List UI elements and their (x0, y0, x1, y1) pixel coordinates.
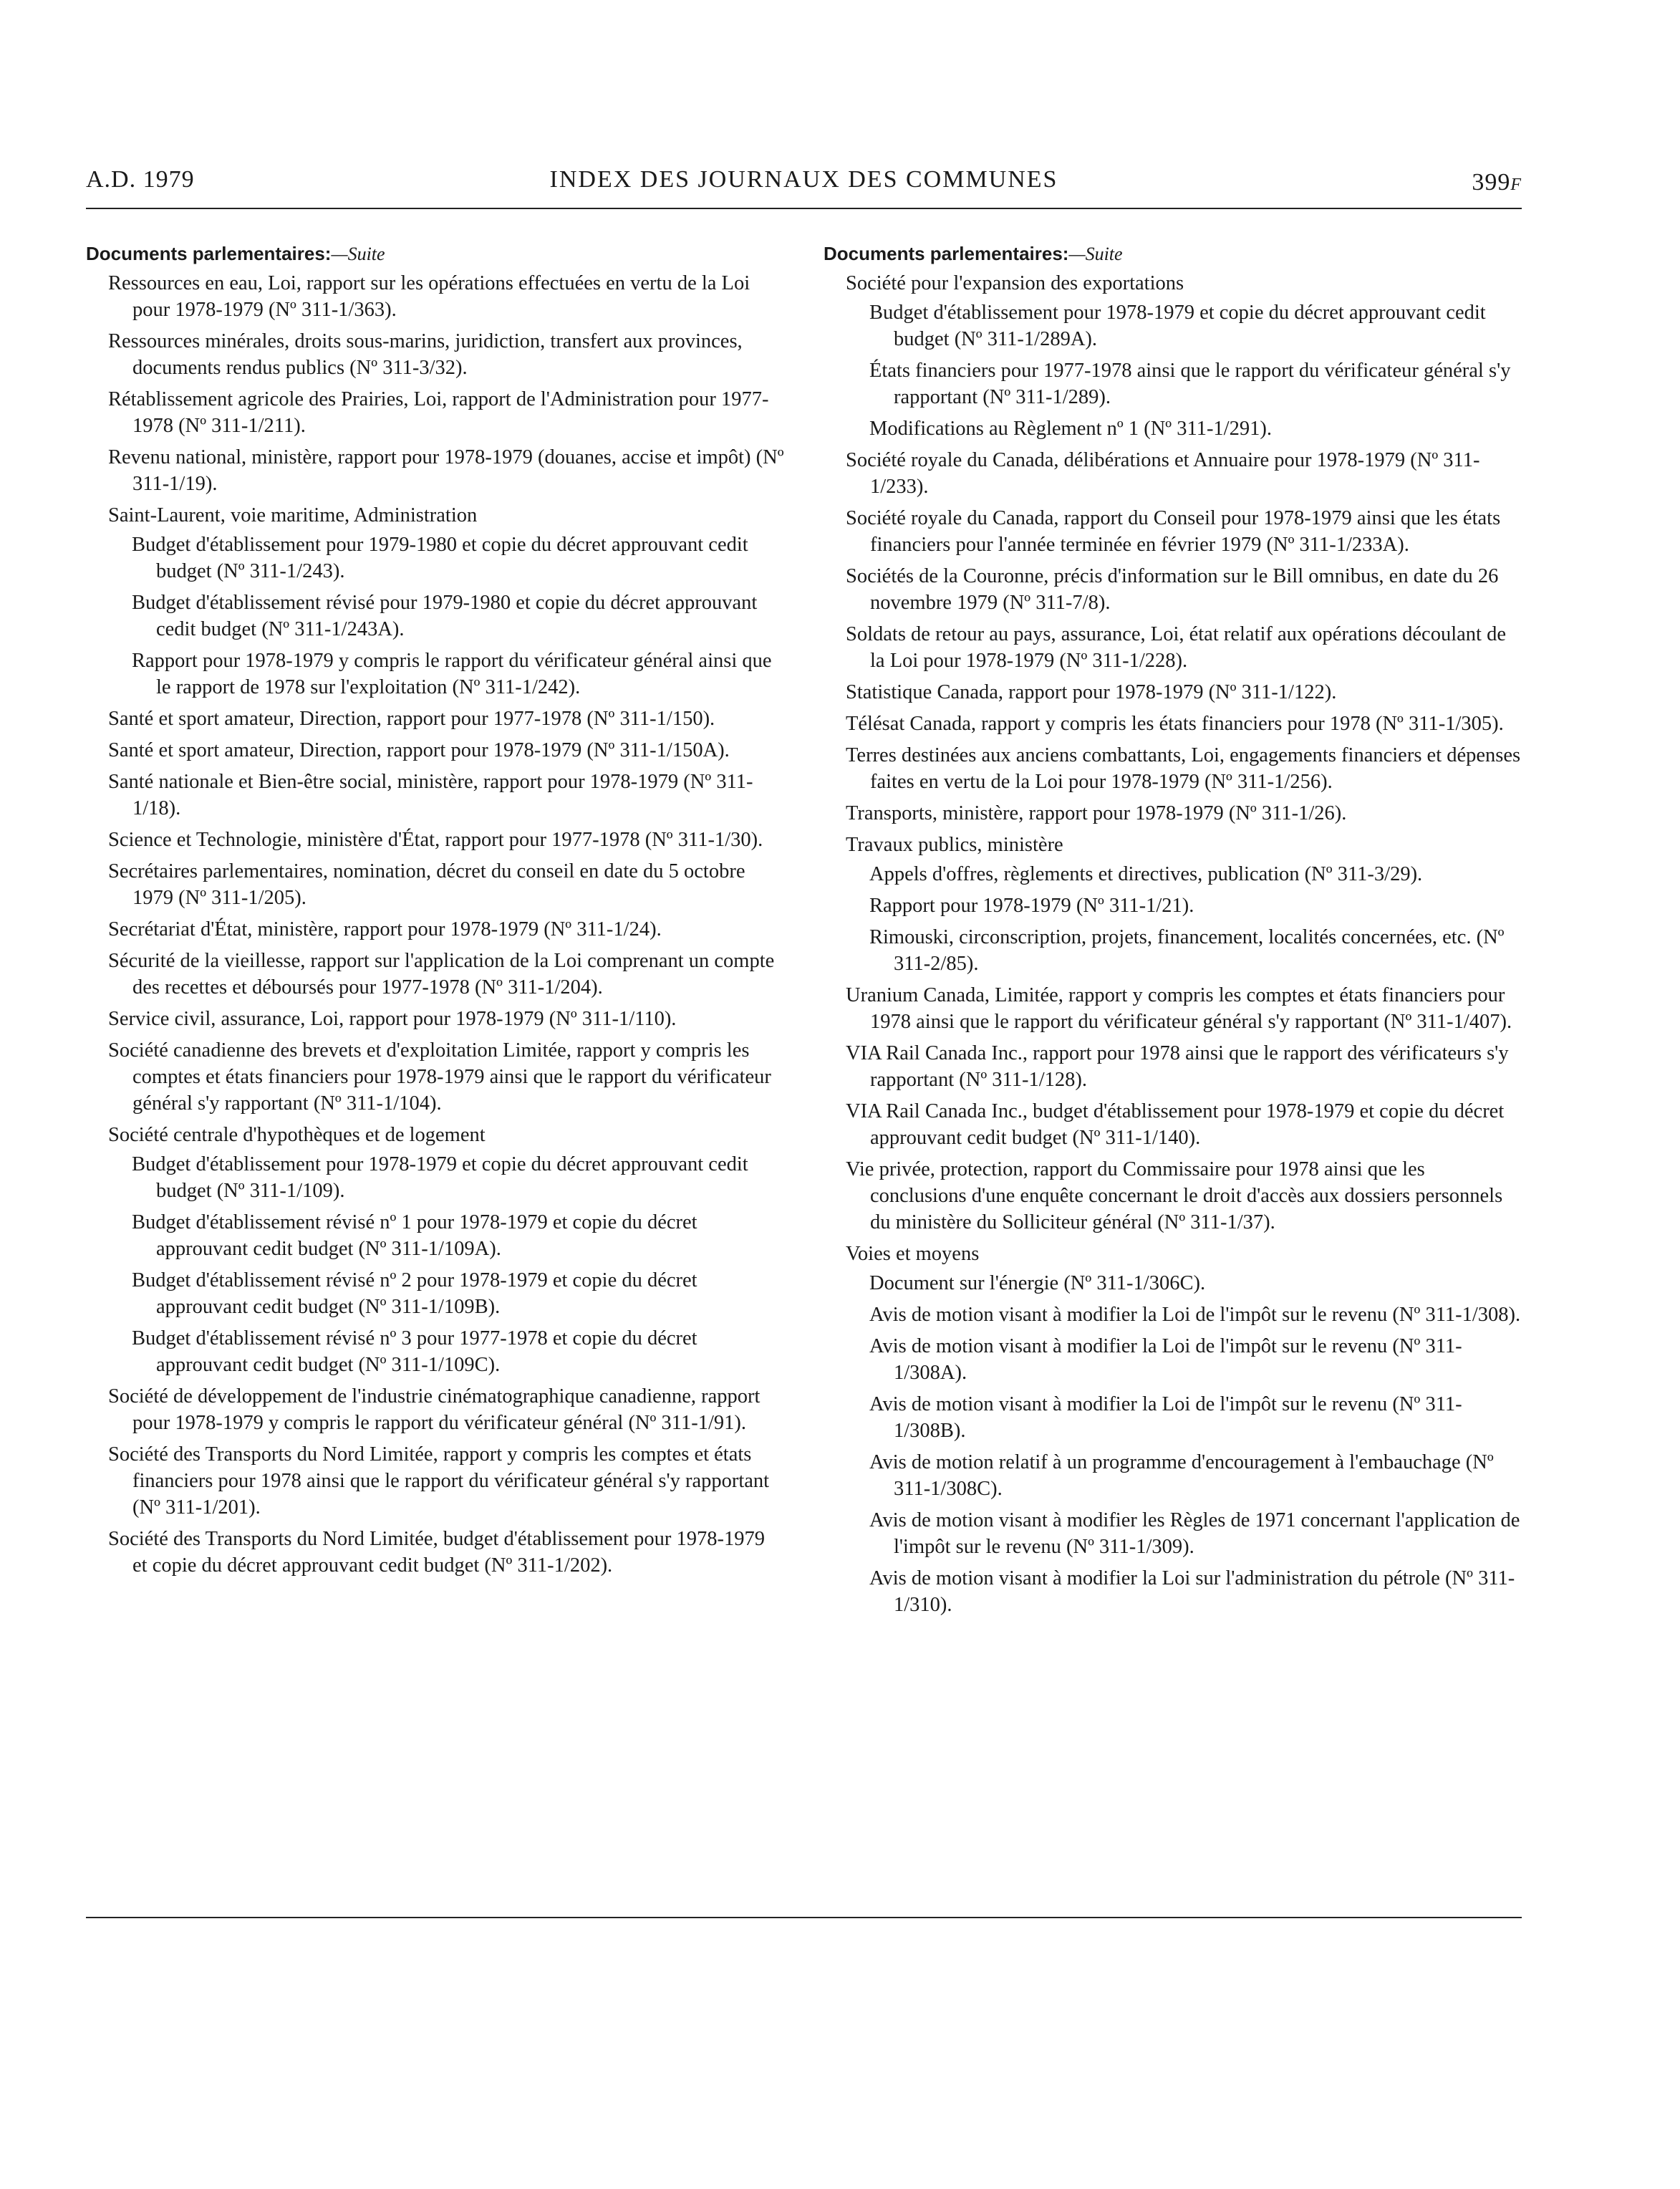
index-entry: Santé et sport amateur, Direction, rapport pour 1977-1978 (Nº 311-1/150). (108, 708, 715, 730)
index-group-heading: Voies et moyens (846, 1243, 980, 1265)
index-entry: Secrétaires parlementaires, nomination, décret du conseil en date du 5 octobre 1979 (Nº 311-1/205). (108, 860, 745, 909)
index-entry: Société canadienne des brevets et d'exploitation Limitée, rapport y compris les comptes et états financiers pour 1978-1979 ainsi que le rapport du vérificateur général s'y rapportant (Nº 311-1/104). (108, 1039, 771, 1115)
index-entry: Santé nationale et Bien-être social, ministère, rapport pour 1978-1979 (Nº 311-1/18). (108, 771, 753, 819)
index-entry: Télésat Canada, rapport y compris les états financiers pour 1978 (Nº 311-1/305). (846, 713, 1504, 735)
left-column (86, 241, 784, 1584)
index-group-heading: Saint-Laurent, voie maritime, Administration (108, 504, 478, 526)
index-subentry: Appels d'offres, règlements et directives, publication (Nº 311-3/29). (869, 863, 1423, 885)
page-header (86, 166, 1522, 208)
left-column-heading (86, 241, 784, 267)
index-entry: Uranium Canada, Limitée, rapport y compris les comptes et états financiers pour 1978 ainsi que le rapport du vérificateur général s'y rapportant (Nº 311-1/407). (846, 984, 1512, 1033)
index-entry: Sécurité de la vieillesse, rapport sur l'application de la Loi comprenant un compte des recettes et déboursés pour 1977-1978 (Nº 311-1/204). (108, 950, 775, 999)
index-subentry: Budget d'établissement pour 1978-1979 et copie du décret approuvant cedit budget (Nº 311-1/289A). (869, 302, 1486, 350)
index-subentry: Avis de motion visant à modifier la Loi de l'impôt sur le revenu (Nº 311-1/308). (869, 1304, 1521, 1326)
index-subentry: États financiers pour 1977-1978 ainsi que le rapport du vérificateur général s'y rapportant (Nº 311-1/289). (869, 360, 1511, 408)
index-entry: Société royale du Canada, rapport du Conseil pour 1978-1979 ainsi que les états financiers pour l'année terminée en février 1979 (Nº 311-1/233A). (846, 507, 1501, 556)
index-subentry: Avis de motion visant à modifier la Loi sur l'administration du pétrole (Nº 311-1/310). (869, 1567, 1515, 1616)
index-subentry: Budget d'établissement révisé nº 2 pour 1978-1979 et copie du décret approuvant cedit budget (Nº 311-1/109B). (132, 1269, 697, 1318)
index-entry: Rétablissement agricole des Prairies, Loi, rapport de l'Administration pour 1977-1978 (Nº 311-1/211). (108, 388, 769, 437)
index-entry: VIA Rail Canada Inc., rapport pour 1978 ainsi que le rapport des vérificateurs s'y rapportant (Nº 311-1/128). (846, 1042, 1509, 1091)
index-entry: Société de développement de l'industrie cinématographique canadienne, rapport pour 1978-1979 y compris le rapport du vérificateur général (Nº 311-1/91). (108, 1385, 761, 1434)
index-group-heading: Société pour l'expansion des exportations (846, 272, 1184, 294)
index-entry: Statistique Canada, rapport pour 1978-1979 (Nº 311-1/122). (846, 681, 1337, 703)
index-subentry: Document sur l'énergie (Nº 311-1/306C). (869, 1272, 1206, 1294)
index-entry: Soldats de retour au pays, assurance, Loi, état relatif aux opérations découlant de la Loi pour 1978-1979 (Nº 311-1/228). (846, 623, 1506, 672)
left-heading-suffix: —Suite (331, 244, 385, 264)
index-entry: Transports, ministère, rapport pour 1978-1979 (Nº 311-1/26). (846, 802, 1347, 824)
index-entry: Secrétariat d'État, ministère, rapport pour 1978-1979 (Nº 311-1/24). (108, 918, 662, 940)
index-subentry: Avis de motion relatif à un programme d'encouragement à l'embauchage (Nº 311-1/308C). (869, 1451, 1494, 1500)
index-subentry: Budget d'établissement pour 1979-1980 et copie du décret approuvant cedit budget (Nº 311-1/243). (132, 534, 748, 582)
right-heading-suffix: —Suite (1068, 244, 1123, 264)
page-number (1472, 169, 1522, 196)
index-entry: Sociétés de la Couronne, précis d'information sur le Bill omnibus, en date du 26 novembre 1979 (Nº 311-7/8). (846, 565, 1499, 614)
header-title: INDEX DES JOURNAUX DES COMMUNES (549, 166, 1058, 193)
index-entry: Société des Transports du Nord Limitée, rapport y compris les comptes et états financiers pour 1978 ainsi que le rapport du vérificateur général s'y rapportant (Nº 311-1/201). (108, 1443, 770, 1519)
index-subentry: Budget d'établissement révisé nº 1 pour 1978-1979 et copie du décret approuvant cedit budget (Nº 311-1/109A). (132, 1211, 697, 1260)
index-subentry: Modifications au Règlement nº 1 (Nº 311-1/291). (869, 418, 1272, 440)
right-heading-text: Documents parlementaires: (824, 243, 1069, 264)
index-subentry: Avis de motion visant à modifier la Loi de l'impôt sur le revenu (Nº 311-1/308B). (869, 1393, 1462, 1442)
index-entry: Société des Transports du Nord Limitée, budget d'établissement pour 1978-1979 et copie du décret approuvant cedit budget (Nº 311-1/202). (108, 1528, 766, 1577)
index-group-heading: Travaux publics, ministère (846, 834, 1063, 856)
index-entry: Ressources minérales, droits sous-marins, juridiction, transfert aux provinces, documents rendus publics (Nº 311-3/32). (108, 330, 743, 379)
left-heading-text: Documents parlementaires: (86, 243, 332, 264)
index-entry: VIA Rail Canada Inc., budget d'établissement pour 1978-1979 et copie du décret approuvant cedit budget (Nº 311-1/140). (846, 1100, 1505, 1149)
index-entry: Terres destinées aux anciens combattants, Loi, engagements financiers et dépenses faites en vertu de la Loi pour 1978-1979 (Nº 311-1/256). (846, 744, 1521, 793)
index-entry: Vie privée, protection, rapport du Commissaire pour 1978 ainsi que les conclusions d'une enquête concernant le droit d'accès aux dossiers personnels du ministère du Solliciteur général (Nº 311-1/37). (846, 1158, 1503, 1233)
index-group-heading: Société centrale d'hypothèques et de logement (108, 1124, 486, 1146)
index-subentry: Budget d'établissement révisé nº 3 pour 1977-1978 et copie du décret approuvant cedit budget (Nº 311-1/109C). (132, 1327, 697, 1376)
index-subentry: Avis de motion visant à modifier les Règles de 1971 concernant l'application de l'impôt sur le revenu (Nº 311-1/309). (869, 1509, 1520, 1558)
index-entry: Société royale du Canada, délibérations et Annuaire pour 1978-1979 (Nº 311-1/233). (846, 449, 1480, 498)
page-number-value: 399 (1472, 169, 1511, 196)
index-subentry: Budget d'établissement révisé pour 1979-1980 et copie du décret approuvant cedit budget (Nº 311-1/243A). (132, 592, 758, 640)
index-subentry: Avis de motion visant à modifier la Loi de l'impôt sur le revenu (Nº 311-1/308A). (869, 1335, 1462, 1384)
index-entry: Revenu national, ministère, rapport pour 1978-1979 (douanes, accise et impôt) (Nº 311-1/19). (108, 446, 784, 495)
header-rule (86, 208, 1522, 209)
index-subentry: Rimouski, circonscription, projets, financement, localités concernées, etc. (Nº 311-2/85). (869, 926, 1505, 975)
index-subentry: Rapport pour 1978-1979 (Nº 311-1/21). (869, 895, 1194, 917)
footer-rule (86, 1917, 1522, 1918)
index-subentry: Budget d'établissement pour 1978-1979 et copie du décret approuvant cedit budget (Nº 311-1/109). (132, 1153, 748, 1202)
header-year: A.D. 1979 (86, 166, 195, 193)
index-entry: Service civil, assurance, Loi, rapport pour 1978-1979 (Nº 311-1/110). (108, 1008, 677, 1030)
index-entry: Science et Technologie, ministère d'État, rapport pour 1977-1978 (Nº 311-1/30). (108, 829, 763, 851)
index-subentry: Rapport pour 1978-1979 y compris le rapport du vérificateur général ainsi que le rapport de 1978 sur l'exploitation (Nº 311-1/242). (132, 650, 772, 698)
page-number-suffix: F (1510, 175, 1522, 194)
index-entry: Santé et sport amateur, Direction, rapport pour 1978-1979 (Nº 311-1/150A). (108, 739, 730, 761)
right-column-heading (824, 241, 1522, 267)
index-entry: Ressources en eau, Loi, rapport sur les opérations effectuées en vertu de la Loi pour 1978-1979 (Nº 311-1/363). (108, 272, 750, 321)
right-column (824, 241, 1522, 1623)
